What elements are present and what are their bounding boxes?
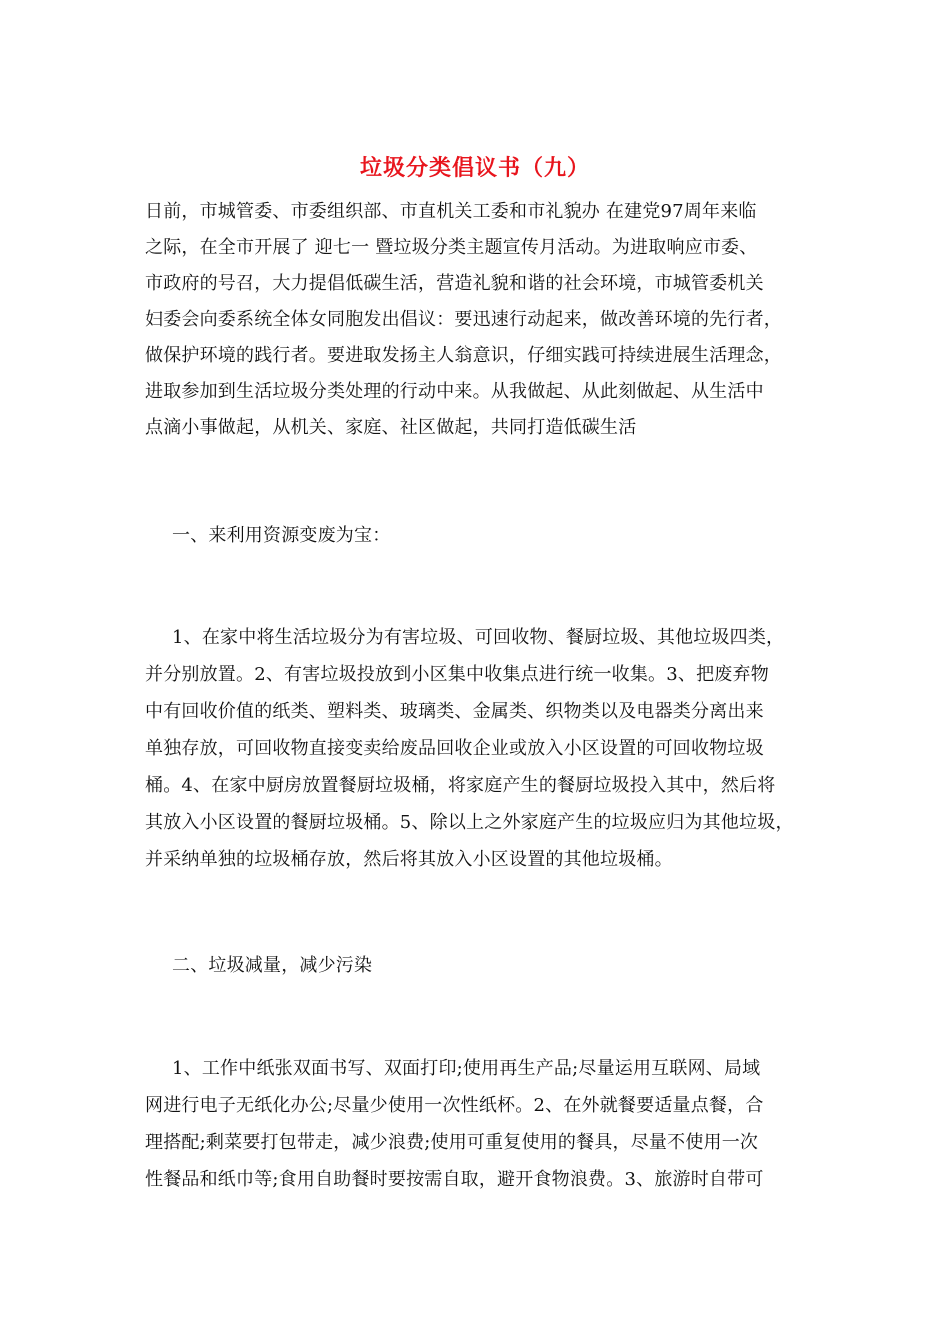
paragraph-line: 1、在家中将生活垃圾分为有害垃圾、可回收物、餐厨垃圾、其他垃圾四类， xyxy=(172,627,785,648)
document-title: 垃圾分类倡议书（九） xyxy=(359,155,590,181)
paragraph-line: 理搭配;剩菜要打包带走，减少浪费;使用可重复使用的餐具，尽量不使用一次 xyxy=(145,1132,759,1153)
intro-line: 之际，在全市开展了 迎七一 暨垃圾分类主题宣传月活动。为进取响应市委、 xyxy=(145,237,758,258)
intro-line: 市政府的号召，大力提倡低碳生活，营造礼貌和谐的社会环境，市城管委机关 xyxy=(145,273,764,294)
intro-line: 进取参加到生活垃圾分类处理的行动中来。从我做起、从此刻做起、从生活中 xyxy=(145,381,764,402)
paragraph-line: 其放入小区设置的餐厨垃圾桶。5、除以上之外家庭产生的垃圾应归为其他垃圾， xyxy=(145,812,794,833)
paragraph-line: 并采纳单独的垃圾桶存放，然后将其放入小区设置的其他垃圾桶。 xyxy=(145,849,673,870)
section-heading: 二、垃圾减量，减少污染 xyxy=(172,955,373,976)
paragraph-line: 网进行电子无纸化办公;尽量少使用一次性纸杯。2、在外就餐要适量点餐，合 xyxy=(145,1095,764,1116)
intro-line: 点滴小事做起，从机关、家庭、社区做起，共同打造低碳生活 xyxy=(145,417,637,438)
intro-line: 妇委会向委系统全体女同胞发出倡议：要迅速行动起来，做改善环境的先行者， xyxy=(145,309,782,330)
paragraph-line: 并分别放置。2、有害垃圾投放到小区集中收集点进行统一收集。3、把废弃物 xyxy=(145,664,769,685)
paragraph-line: 桶。4、在家中厨房放置餐厨垃圾桶，将家庭产生的餐厨垃圾投入其中，然后将 xyxy=(145,775,776,796)
intro-line: 做保护环境的践行者。要进取发扬主人翁意识，仔细实践可持续进展生活理念， xyxy=(145,345,782,366)
paragraph-line: 1、工作中纸张双面书写、双面打印;使用再生产品;尽量运用互联网、局域 xyxy=(172,1058,761,1079)
paragraph-line: 中有回收价值的纸类、塑料类、玻璃类、金属类、织物类以及电器类分离出来 xyxy=(145,701,764,722)
section-heading: 一、来利用资源变废为宝： xyxy=(172,525,391,546)
paragraph-line: 性餐品和纸巾等;食用自助餐时要按需自取，避开食物浪费。3、旅游时自带可 xyxy=(145,1169,764,1190)
paragraph-line: 单独存放，可回收物直接变卖给废品回收企业或放入小区设置的可回收物垃圾 xyxy=(145,738,764,759)
intro-line: 日前，市城管委、市委组织部、市直机关工委和市礼貌办 在建党97周年来临 xyxy=(145,201,757,222)
